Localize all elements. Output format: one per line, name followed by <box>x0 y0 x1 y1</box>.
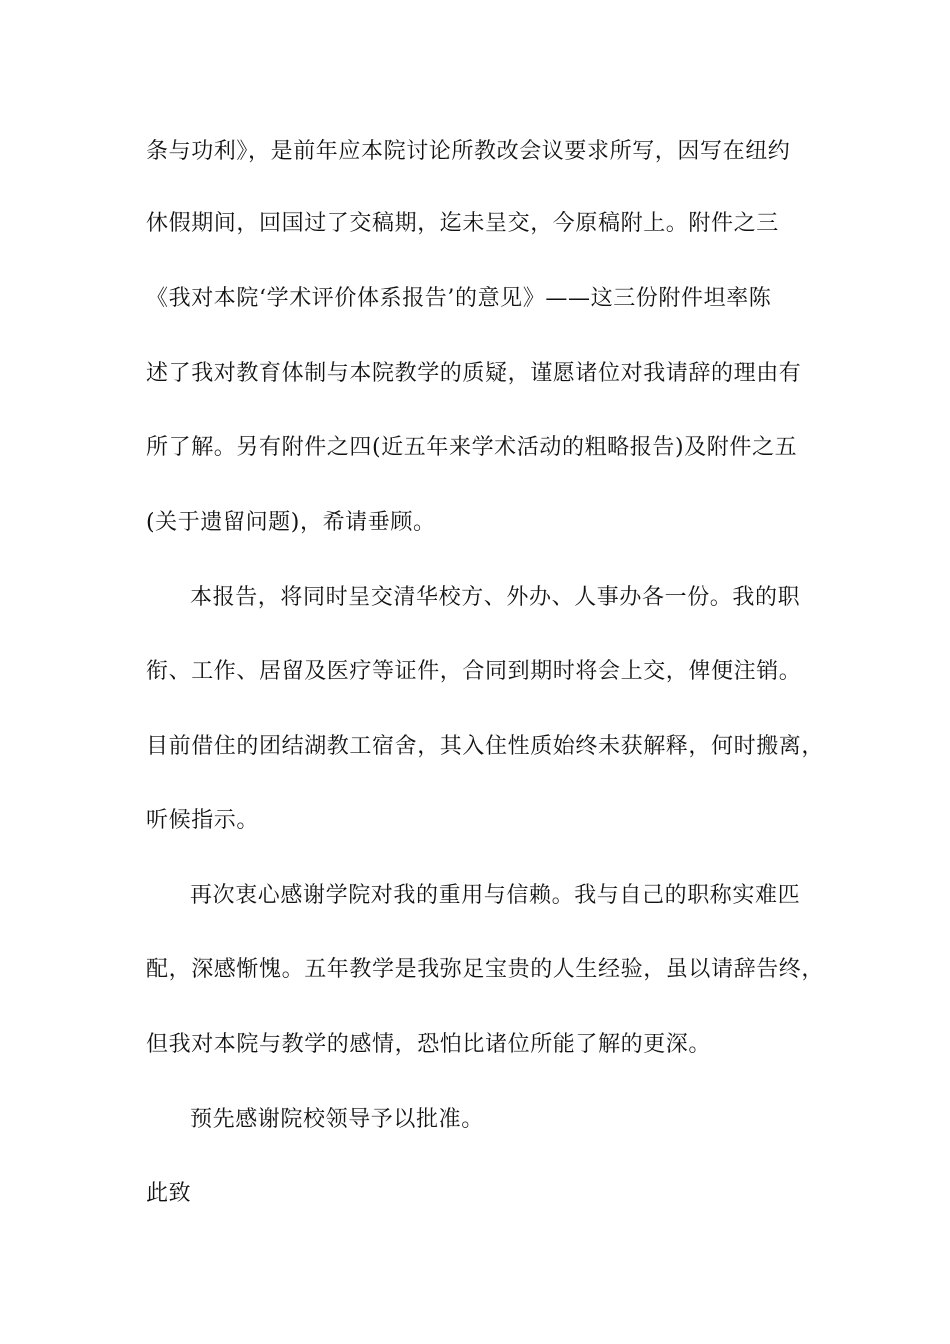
text-line: 休假期间，回国过了交稿期，迄未呈交，今原稿附上。附件之三 <box>146 211 779 236</box>
text-line: 本报告，将同时呈交清华校方、外办、人事办各一份。我的职 <box>190 585 801 610</box>
text-line: 听候指示。 <box>146 808 260 833</box>
text-line: 再次衷心感谢学院对我的重用与信赖。我与自己的职称实难匹 <box>190 883 801 908</box>
text-line: 配，深感惭愧。五年教学是我弥足宝贵的人生经验，虽以请辞告终， <box>146 957 825 982</box>
text-line: 所了解。另有附件之四(近五年来学术活动的粗略报告)及附件之五 <box>146 435 798 460</box>
text-line: 述了我对教育体制与本院教学的质疑，谨愿诸位对我请辞的理由有 <box>146 361 802 386</box>
text-line: 但我对本院与教学的感情，恐怕比诸位所能了解的更深。 <box>146 1032 712 1057</box>
text-line: (关于遗留问题)，希请垂顾。 <box>146 510 436 535</box>
text-line: 《我对本院‘学术评价体系报告’的意见》——这三份附件坦率陈 <box>146 286 772 311</box>
text-line: 目前借住的团结湖教工宿舍，其入住性质始终未获解释，何时搬离， <box>146 734 825 759</box>
text-line: 条与功利》，是前年应本院讨论所教改会议要求所写，因写在纽约 <box>146 139 791 164</box>
closing-line: 此致 <box>146 1181 192 1206</box>
text-line: 预先感谢院校领导予以批准。 <box>190 1107 484 1132</box>
text-line: 衔、工作、居留及医疗等证件，合同到期时将会上交，俾便注销。 <box>146 659 802 684</box>
